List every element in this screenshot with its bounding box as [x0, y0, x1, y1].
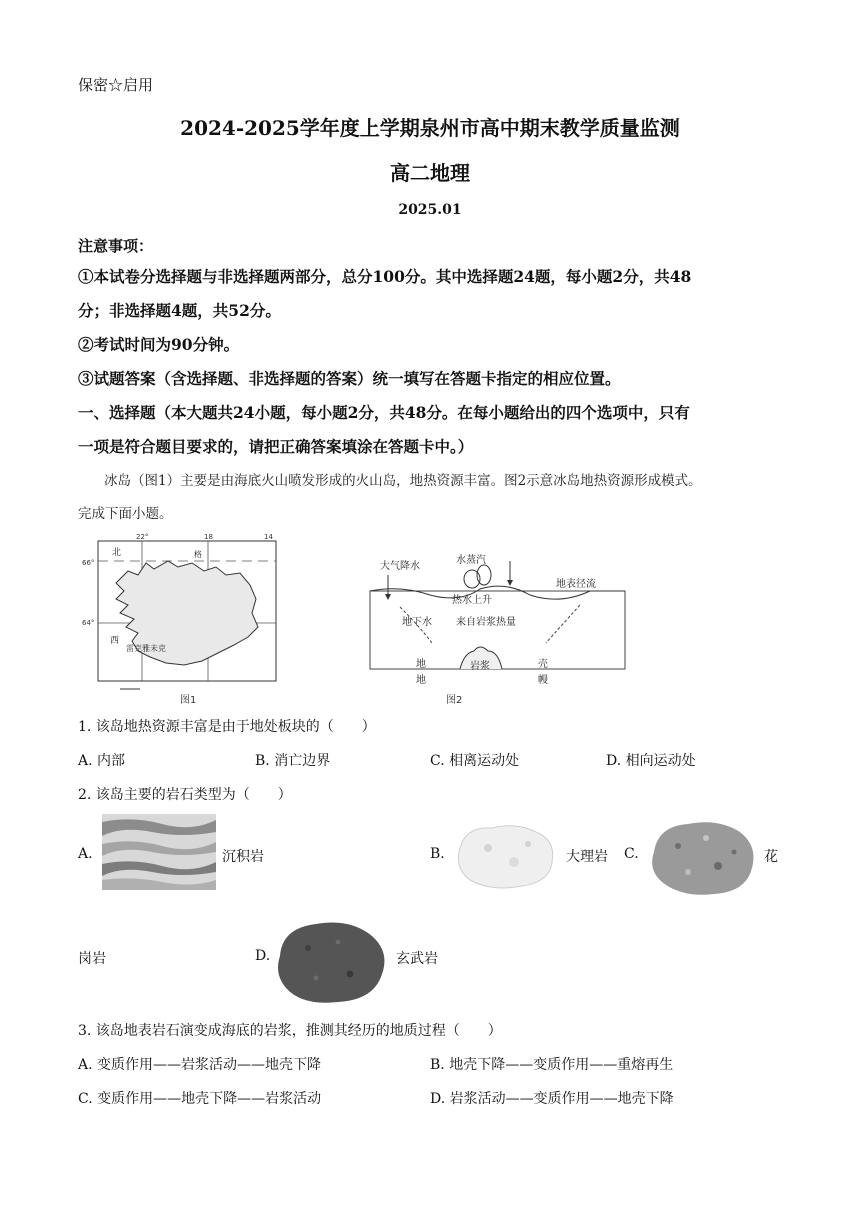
question-1-option-b: B. 消亡边界 — [255, 753, 331, 769]
map-label-north: 北 — [112, 548, 122, 558]
question-2-option-c-letter: C. — [624, 846, 639, 862]
diagram-label-groundwater: 地下水 — [402, 617, 432, 628]
diagram-label-runoff: 地表径流 — [556, 579, 596, 590]
question-2-stem: 2. 该岛主要的岩石类型为（ ） — [78, 787, 292, 803]
question-1-option-a: A. 内部 — [78, 753, 126, 769]
section-1-line-1: 一、选择题（本大题共24小题，每小题2分，共48分。在每小题给出的四个选项中，只有 — [78, 403, 690, 422]
note-item-1-line-2: 分；非选择题4题，共52分。 — [78, 301, 281, 320]
note-item-1-line-1: ①本试卷分选择题与非选择题两部分，总分100分。其中选择题24题，每小题2分，共48 — [78, 267, 692, 286]
question-2-option-a-letter: A. — [78, 846, 93, 862]
intro-line-2: 完成下面小题。 — [78, 506, 173, 522]
map-lat-64: 64° — [82, 619, 95, 627]
basalt-image — [272, 914, 390, 1006]
confidential-mark: 保密☆启用 — [78, 76, 154, 94]
diagram-label-crust-right-1: 壳 — [538, 659, 548, 670]
question-3-option-c: C. 变质作用——地壳下降——岩浆活动 — [78, 1091, 322, 1107]
figure-2-caption: 图2 — [446, 695, 463, 706]
question-3-stem: 3. 该岛地表岩石演变成海底的岩浆，推测其经历的地质过程（ ） — [78, 1023, 502, 1039]
question-1-option-c: C. 相离运动处 — [430, 753, 520, 769]
question-1-option-d: D. 相向运动处 — [606, 753, 696, 769]
question-2-option-c-label-part-1: 花 — [764, 849, 778, 865]
figure-1-map — [80, 533, 290, 708]
map-lon-14: 14 — [264, 533, 273, 541]
question-2-option-c-label-part-2: 岗岩 — [78, 951, 106, 967]
intro-line-1: 冰岛（图1）主要是由海底火山喷发形成的火山岛，地热资源丰富。图2示意冰岛地热资源形成模式。 — [104, 473, 702, 489]
question-2-option-b-label: 大理岩 — [566, 849, 608, 865]
map-label-west: 西 — [110, 636, 120, 646]
question-1-stem: 1. 该岛地热资源丰富是由于地处板块的（ ） — [78, 719, 376, 735]
diagram-label-vapor: 水蒸汽 — [456, 555, 486, 566]
note-item-2: ②考试时间为90分钟。 — [78, 335, 240, 354]
map-label-city: 雷克雅未克 — [126, 644, 166, 653]
sedimentary-rock-image — [102, 812, 216, 892]
section-1-line-2: 一项是符合题目要求的，请把正确答案填涂在答题卡中。） — [78, 437, 474, 456]
exam-title: 2024-2025学年度上学期泉州市高中期末教学质量监测 — [180, 116, 680, 140]
subject-title: 高二地理 — [390, 161, 470, 185]
diagram-label-crust-right-2: 幔 — [538, 675, 548, 686]
question-2-option-a-label: 沉积岩 — [222, 849, 264, 865]
question-2-option-b-letter: B. — [430, 846, 445, 862]
exam-date: 2025.01 — [398, 202, 462, 218]
figure-1-caption: 图1 — [180, 695, 197, 706]
diagram-label-magma-heat: 来自岩浆热量 — [456, 617, 516, 628]
question-3-option-a: A. 变质作用——岩浆活动——地壳下降 — [78, 1057, 322, 1073]
figure-2-diagram — [360, 547, 635, 708]
marble-image — [452, 818, 560, 892]
map-lat-66: 66° — [82, 559, 95, 567]
granite-image — [648, 816, 758, 898]
question-3-option-d: D. 岩浆活动——变质作用——地壳下降 — [430, 1091, 674, 1107]
question-2-option-d-letter: D. — [255, 948, 271, 964]
map-lon-22: 22° — [136, 533, 149, 541]
diagram-label-magma: 岩浆 — [470, 661, 490, 672]
map-label-grid: 格 — [194, 550, 202, 559]
note-item-3: ③试题答案（含选择题、非选择题的答案）统一填写在答题卡指定的相应位置。 — [78, 369, 621, 388]
diagram-label-precipitation: 大气降水 — [380, 561, 420, 572]
diagram-label-crust-left-2: 地 — [416, 675, 426, 686]
diagram-label-crust-left-1: 地 — [416, 659, 426, 670]
map-lon-18: 18 — [204, 533, 213, 541]
diagram-label-hot-water: 热水上升 — [452, 595, 492, 606]
notes-heading: 注意事项： — [78, 237, 154, 255]
question-2-option-d-label: 玄武岩 — [396, 951, 438, 967]
question-3-option-b: B. 地壳下降——变质作用——重熔再生 — [430, 1057, 674, 1073]
